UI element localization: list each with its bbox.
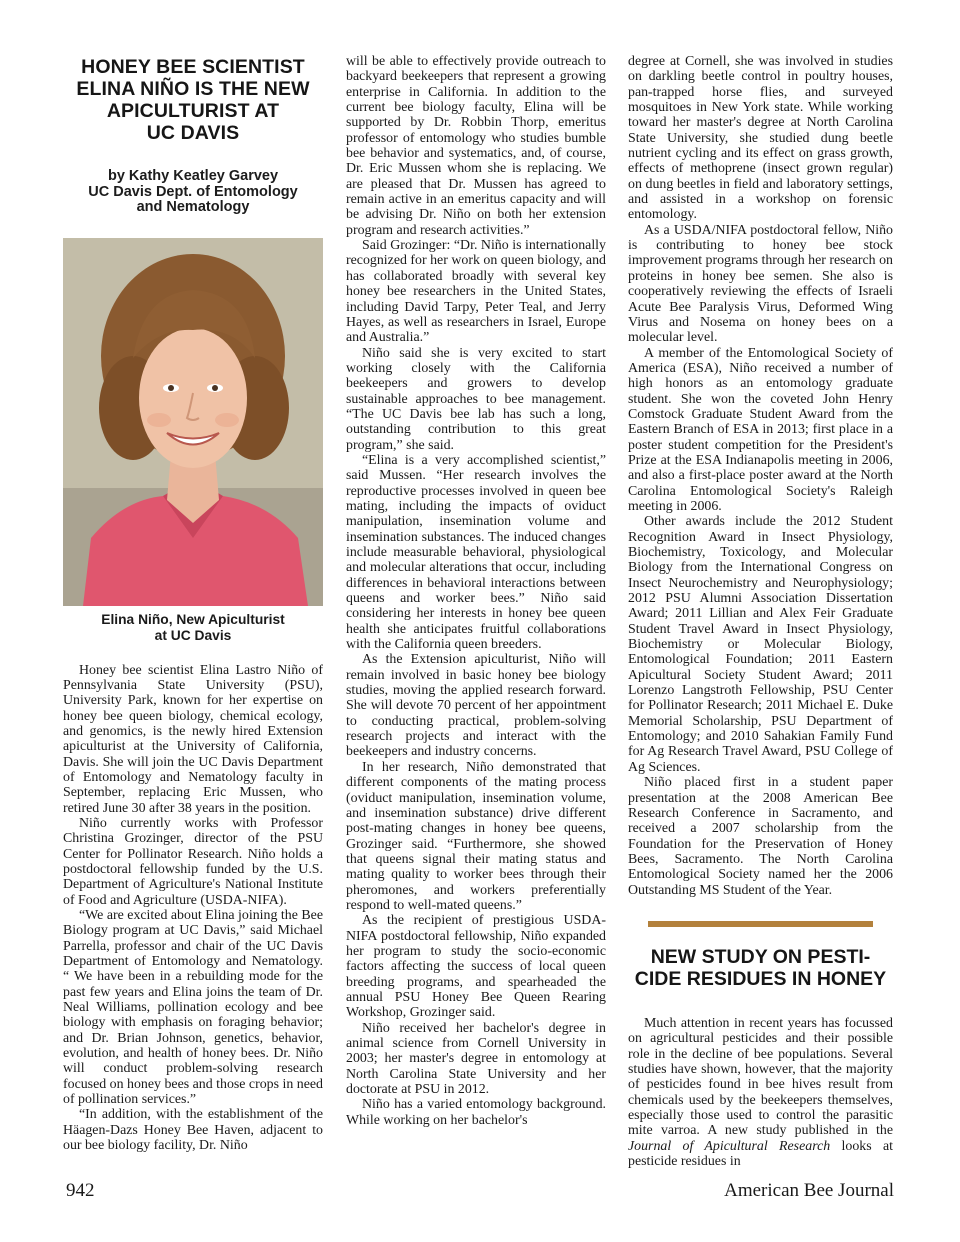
- body-paragraph: Said Grozinger: “Dr. Niño is internationally recognized for her work on queen biology, and has collaborated broadly with several key honey bee researchers in the United States, including David Tarpy, Peter Teal, and Jerry Hayes, as well as researchers in Israel, Europe and Australia.”: [346, 238, 606, 346]
- body-paragraph: Honey bee scientist Elina Lastro Niño of Pennsylvania State University (PSU), University Park, known for her expertise on honey bee queen biology, chemical ecology, and genomics, is the newly hired Extension apiculturist at the University of California, Davis. She will join the UC Davis Department of Entomology and Nematology faculty in September, replacing Eric Mussen, who retired June 30 after 38 years in the position.: [63, 662, 323, 816]
- paragraph-text: looks at pesticide residues in: [628, 1138, 893, 1169]
- caption-line: at UC Davis: [154, 627, 232, 643]
- body-paragraph: Niño said she is very excited to start working closely with the California beekeepers and growers to develop sustainable approaches to bee management. “The UC Davis bee lab has such a long, outstanding contribution to this great program,” she said.: [346, 345, 606, 453]
- body-paragraph: Niño has a varied entomology background. While working on her bachelor's: [346, 1097, 606, 1128]
- body-paragraph: “Elina is a very accomplished scientist,” said Mussen. “Her research involves the reproductive processes involved in queen bee mating, including the impacts of oviduct manipulation, insemination volume and insemination substances. The induced changes include measurable behavioral, physiological and molecular alterations that occur, including differences in behavioral interactions between queens and worker bees.” Niño said considering her interests in honey bee queen health she anticipates fruitful collaborations with the California queen breeders.: [346, 452, 606, 653]
- article-headline-2: [628, 946, 893, 990]
- body-paragraph: As a USDA/NIFA postdoctoral fellow, Niño is contributing to honey bee stock improvement programs through her research on proteins in honey bee semen. She also is cooperatively reviewing the effects of Israeli Acute Bee Paralysis Virus, Deformed Wing Virus and Nosema on honey bees on a molecular level.: [628, 222, 893, 346]
- byline: [63, 169, 323, 216]
- journal-name: American Bee Journal: [724, 1180, 894, 1201]
- body-paragraph: Other awards include the 2012 Student Recognition Award in Insect Physiology, Biochemistry, Toxicology, and Molecular Biology from the International Congress on Insect Neurochemistry and Neurophysiology; 2012 PSU Alumni Association Dissertation Award; 2011 Lillian and Alex Feir Graduate Student Travel Award in Insect Physiology, Biochemistry or Molecular Biology, Entomological Foundation; 2011 Eastern Apicultural Society Student Award; 2011 Lorenzo Langstroth Fellowship, PSU Center for Pollinator Research; 2011 Michael E. Duke Memorial Scholarship, PSU Department of Entomology; and 2010 Sahakian Family Fund for Ag Research Travel Award, PSU College of Ag Sciences.: [628, 514, 893, 775]
- caption-line: Elina Niño, New Apiculturist: [101, 611, 285, 627]
- body-paragraph: Niño placed first in a student paper presentation at the 2008 American Bee Research Conference in Sacramento, and received a 2007 scholarship from the Foundation for the Preservation of Honey Bees, Sacramento. The North Carolina Entomological Society named her the 2006 Outstanding MS Student of the Year.: [628, 775, 893, 898]
- headline-line: CIDE RESIDUES IN HONEY: [634, 967, 887, 990]
- journal-title: Journal of Apicultural Research: [628, 1138, 831, 1154]
- body-paragraph: “In addition, with the establishment of the Häagen-Dazs Honey Bee Haven, adjacent to our bee biology facility, Dr. Niño: [63, 1107, 323, 1154]
- body-paragraph: A member of the Entomological Society of America (ESA), Niño received a number of high honors as an entomology graduate student. She won the coveted John Henry Comstock Graduate Student Award from the Eastern Branch of ESA in 2013; first place in a poster student competition for the President's Prize at the ESA Indianapolis meeting in 2006, and also a first-place poster award at the North Carolina Entomological Society's Raleigh meeting in 2006.: [628, 345, 893, 514]
- body-paragraph: Niño received her bachelor's degree in animal science from Cornell University in 2003; her master's degree in entomology at North Carolina State University and her doctorate at PSU in 2012.: [346, 1020, 606, 1098]
- body-paragraph: degree at Cornell, she was involved in studies on darkling beetle control in poultry houses, pan-trapped horse flies, and surveyed mosquitoes in New York state. While working toward her master's degree at North Carolina State University, she studied dung beetle nutrient cycling and its effect on grass growth, effects of methoprene (insect grown regular) on dung beetles in field and laboratory settings, and assisted in a workshop on forensic entomology.: [628, 54, 893, 223]
- section-divider: [648, 921, 873, 927]
- byline-affiliation: UC Davis Dept. of Entomology: [88, 183, 298, 200]
- headline-line: UC DAVIS: [146, 122, 240, 144]
- body-paragraph: As the recipient of prestigious USDA-NIFA postdoctoral fellowship, Niño expanded her program to study the socio-economic factors affecting the success of local queen breeding programs, and spearheaded the annual PSU Honey Bee Queen Rearing Workshop, Grozinger said.: [346, 913, 606, 1021]
- body-paragraph: In her research, Niño demonstrated that different components of the mating process (oviduct manipulation, insemination volume, and insemination substance) drive different post-mating changes in honey bee queens, Grozinger said. “Furthermore, she showed that queens signal their mating status and mating quality to worker bees through their pheromones, and workers preferentially respond to well-mated queens.”: [346, 759, 606, 913]
- headline-line: NEW STUDY ON PESTI-: [650, 945, 871, 968]
- column-3: [628, 54, 893, 1169]
- body-paragraph: Niño currently works with Professor Christina Grozinger, director of the PSU Center for Pollinator Research. Niño holds a postdoctoral fellowship funded by the U.S. Department of Agriculture's National Institute of Food and Agriculture (USDA-NIFA).: [63, 815, 323, 908]
- body-paragraph: [628, 1016, 893, 1169]
- portrait-photo: [63, 238, 323, 606]
- column-1: [63, 54, 323, 1154]
- body-paragraph: “We are excited about Elina joining the Bee Biology program at UC Davis,” said Michael Parrella, professor and chair of the UC Davis Department of Entomology and Nematology. “ We have been in a rebuilding mode for the past few years and Elina joins the team of Dr. Neal Williams, pollination ecology and bee biology with emphasis on foraging behavior; and Dr. Brian Johnson, genetics, behavior, evolution, and health of honey bees. Dr. Niño will conduct problem-solving research focused on honey bees and those crops in need of pollination services.”: [63, 908, 323, 1108]
- portrait-illustration: [63, 238, 323, 606]
- headline-line: HONEY BEE SCIENTIST: [81, 56, 305, 78]
- body-paragraph: will be able to effectively provide outreach to backyard beekeepers that represent a growing enterprise in California. In addition to the current bee biology faculty, Elina will be supported by Dr. Robbin Thorp, emeritus professor of entomology who studies bumble bee behavior and systematics, and, of course, Dr. Eric Mussen whom she is replacing. We are pleased that Dr. Mussen has agreed to remain active in an emeritus capacity and will be advising Dr. Niño on both her extension program and research activities.”: [346, 54, 606, 238]
- byline-affiliation: and Nematology: [136, 199, 250, 215]
- byline-author: by Kathy Keatley Garvey: [107, 168, 279, 184]
- body-paragraph: As the Extension apiculturist, Niño will remain involved in basic honey bee biology studies, moving the applied research forward. She will devote 70 percent of her appointment to conducting practical, problem-solving research projects and interact with the beekeepers and industry concerns.: [346, 652, 606, 760]
- column-2: [346, 54, 606, 1128]
- page-number: 942: [66, 1180, 95, 1201]
- photo-caption: [63, 612, 323, 644]
- article-headline: [63, 56, 323, 144]
- headline-line: ELINA NIÑO IS THE NEW: [76, 78, 310, 100]
- paragraph-text: Much attention in recent years has focussed on agricultural pesticides and their possible role in the decline of bee populations. Several studies have shown, however, that the majority of pesticides found in bee hives result from chemicals used by the beekeepers themselves, especially those used to control the parasitic mite varroa. A new study published in the: [628, 1015, 893, 1139]
- headline-line: APICULTURIST AT: [106, 100, 280, 122]
